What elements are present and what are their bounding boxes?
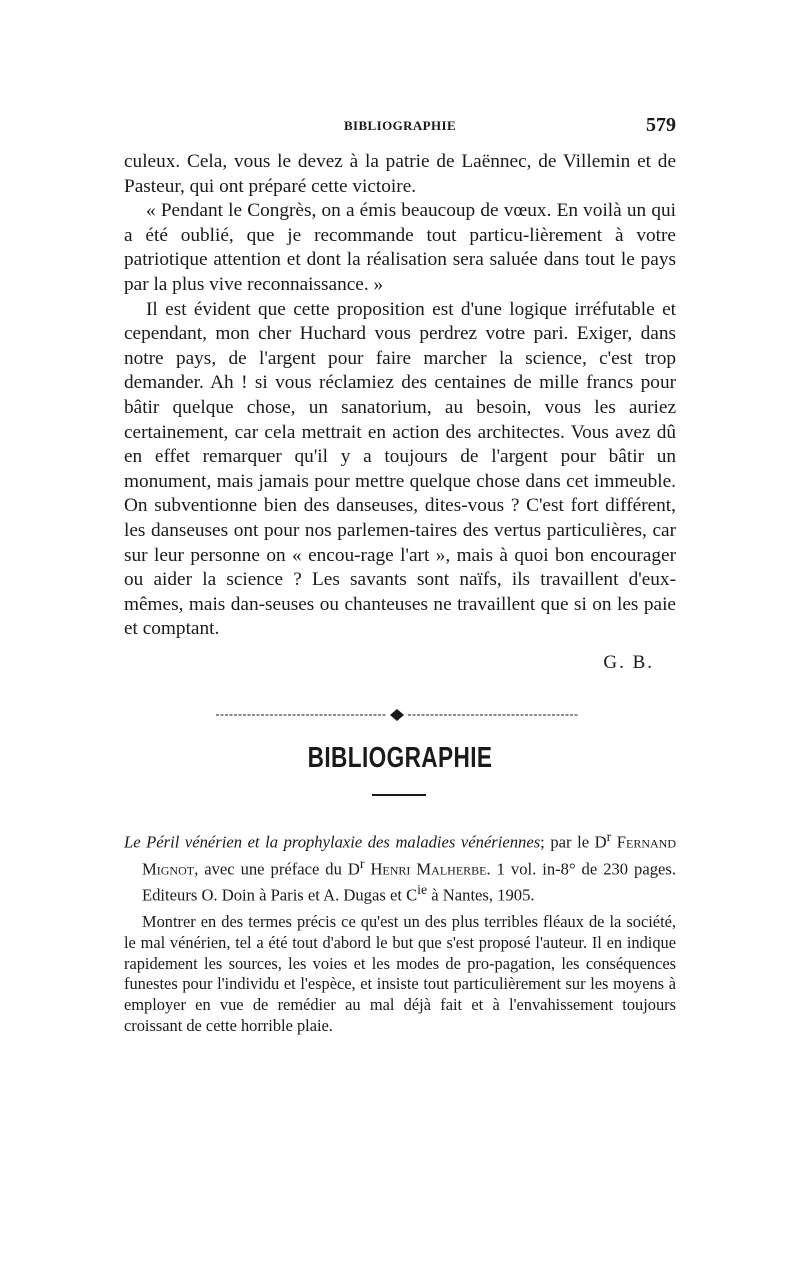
main-text [124, 150, 676, 642]
entry-by: ; par le D [540, 832, 607, 852]
entry-dr-sup-2: r [359, 855, 365, 871]
entry-cie-sup: ie [417, 882, 428, 898]
running-header [124, 114, 676, 138]
entry-details: . 1 vol. in-8° de 230 pages. Editeurs O. Doin à Paris et A. Dugas et C [142, 859, 676, 905]
section-heading: BIBLIOGRAPHIE [307, 742, 493, 774]
heading-rule [372, 794, 426, 796]
paragraph-commentary: Il est évident que cette proposition est d'une logique irréfutable et cependant, mon cher Huchard vous perdrez votre pari. Exiger, dans notre pays, de l'argent pour faire marcher la science, c'est trop demander. Ah ! si vous réclamiez des centaines de mille francs pour bâtir quelque chose, un sanatorium, au besoin, vous les auriez certainement, car cela mettrait en action des architectes. Vous avez dû en effet remarquer qu'il y a toujours de l'argent pour bâtir un monument, mais jamais pour mettre quelque chose dans cet immeuble. On subventionne bien des danseuses, dites-vous ? C'est fort différent, les danseuses ont pour nos parlemen-taires des vertus particulières, car sur leur personne on « encou-rage l'art », mais à quoi bon encourager ou aider la science ? Les savants sont naïfs, ils travaillent d'eux-mêmes, mais dan-seuses ou chanteuses ne travaillent que si on les paie et comptant. [124, 298, 676, 640]
page-number: 579 [646, 114, 676, 136]
entry-place-date: à Nantes, 1905. [427, 886, 535, 905]
book-title: Le Péril vénérien et la prophylaxie des maladies vénériennes [124, 832, 541, 852]
paragraph-continuation: culeux. Cela, vous le devez à la patrie de Laënnec, de Villemin et de Pasteur, qui ont préparé cette victoire. [124, 151, 676, 197]
review-text: Montrer en des termes précis ce qu'est un des plus terribles fléaux de la société, le mal vénérien, tel a été tout d'abord le but que s'est proposé l'auteur. Il en indique rapidement les sources, les voies et les modes de pro-pagation, les conséquences funestes pour l'individu et l'espèce, et insiste tout particulièrement sur les moyens à employer en vue de remédier au mal déjà fait et à l'envahissement toujours croissant de cette horrible plaie. [124, 912, 676, 1035]
entry-preface-prefix: , avec une préface du D [194, 859, 360, 879]
ornamental-separator [216, 705, 578, 725]
running-title: BIBLIOGRAPHIE [343, 118, 457, 133]
entry-dr-sup: r [606, 829, 612, 844]
author-signature: G. B. [603, 652, 654, 673]
entry-preface-author: Henri Malherbe [370, 859, 487, 879]
diamond-ornament-icon [390, 709, 404, 721]
bibliography-entry [124, 826, 676, 906]
entry-author: Fernand Mignot [142, 832, 677, 879]
paragraph-quote: « Pendant le Congrès, on a émis beaucoup de vœux. En voilà un qui a été oublié, que je recommande tout particu-lièrement à votre patriotique attention et dont la réalisation sera saluée dans tout le pays par la plus vive reconnaissance. » [124, 200, 676, 295]
